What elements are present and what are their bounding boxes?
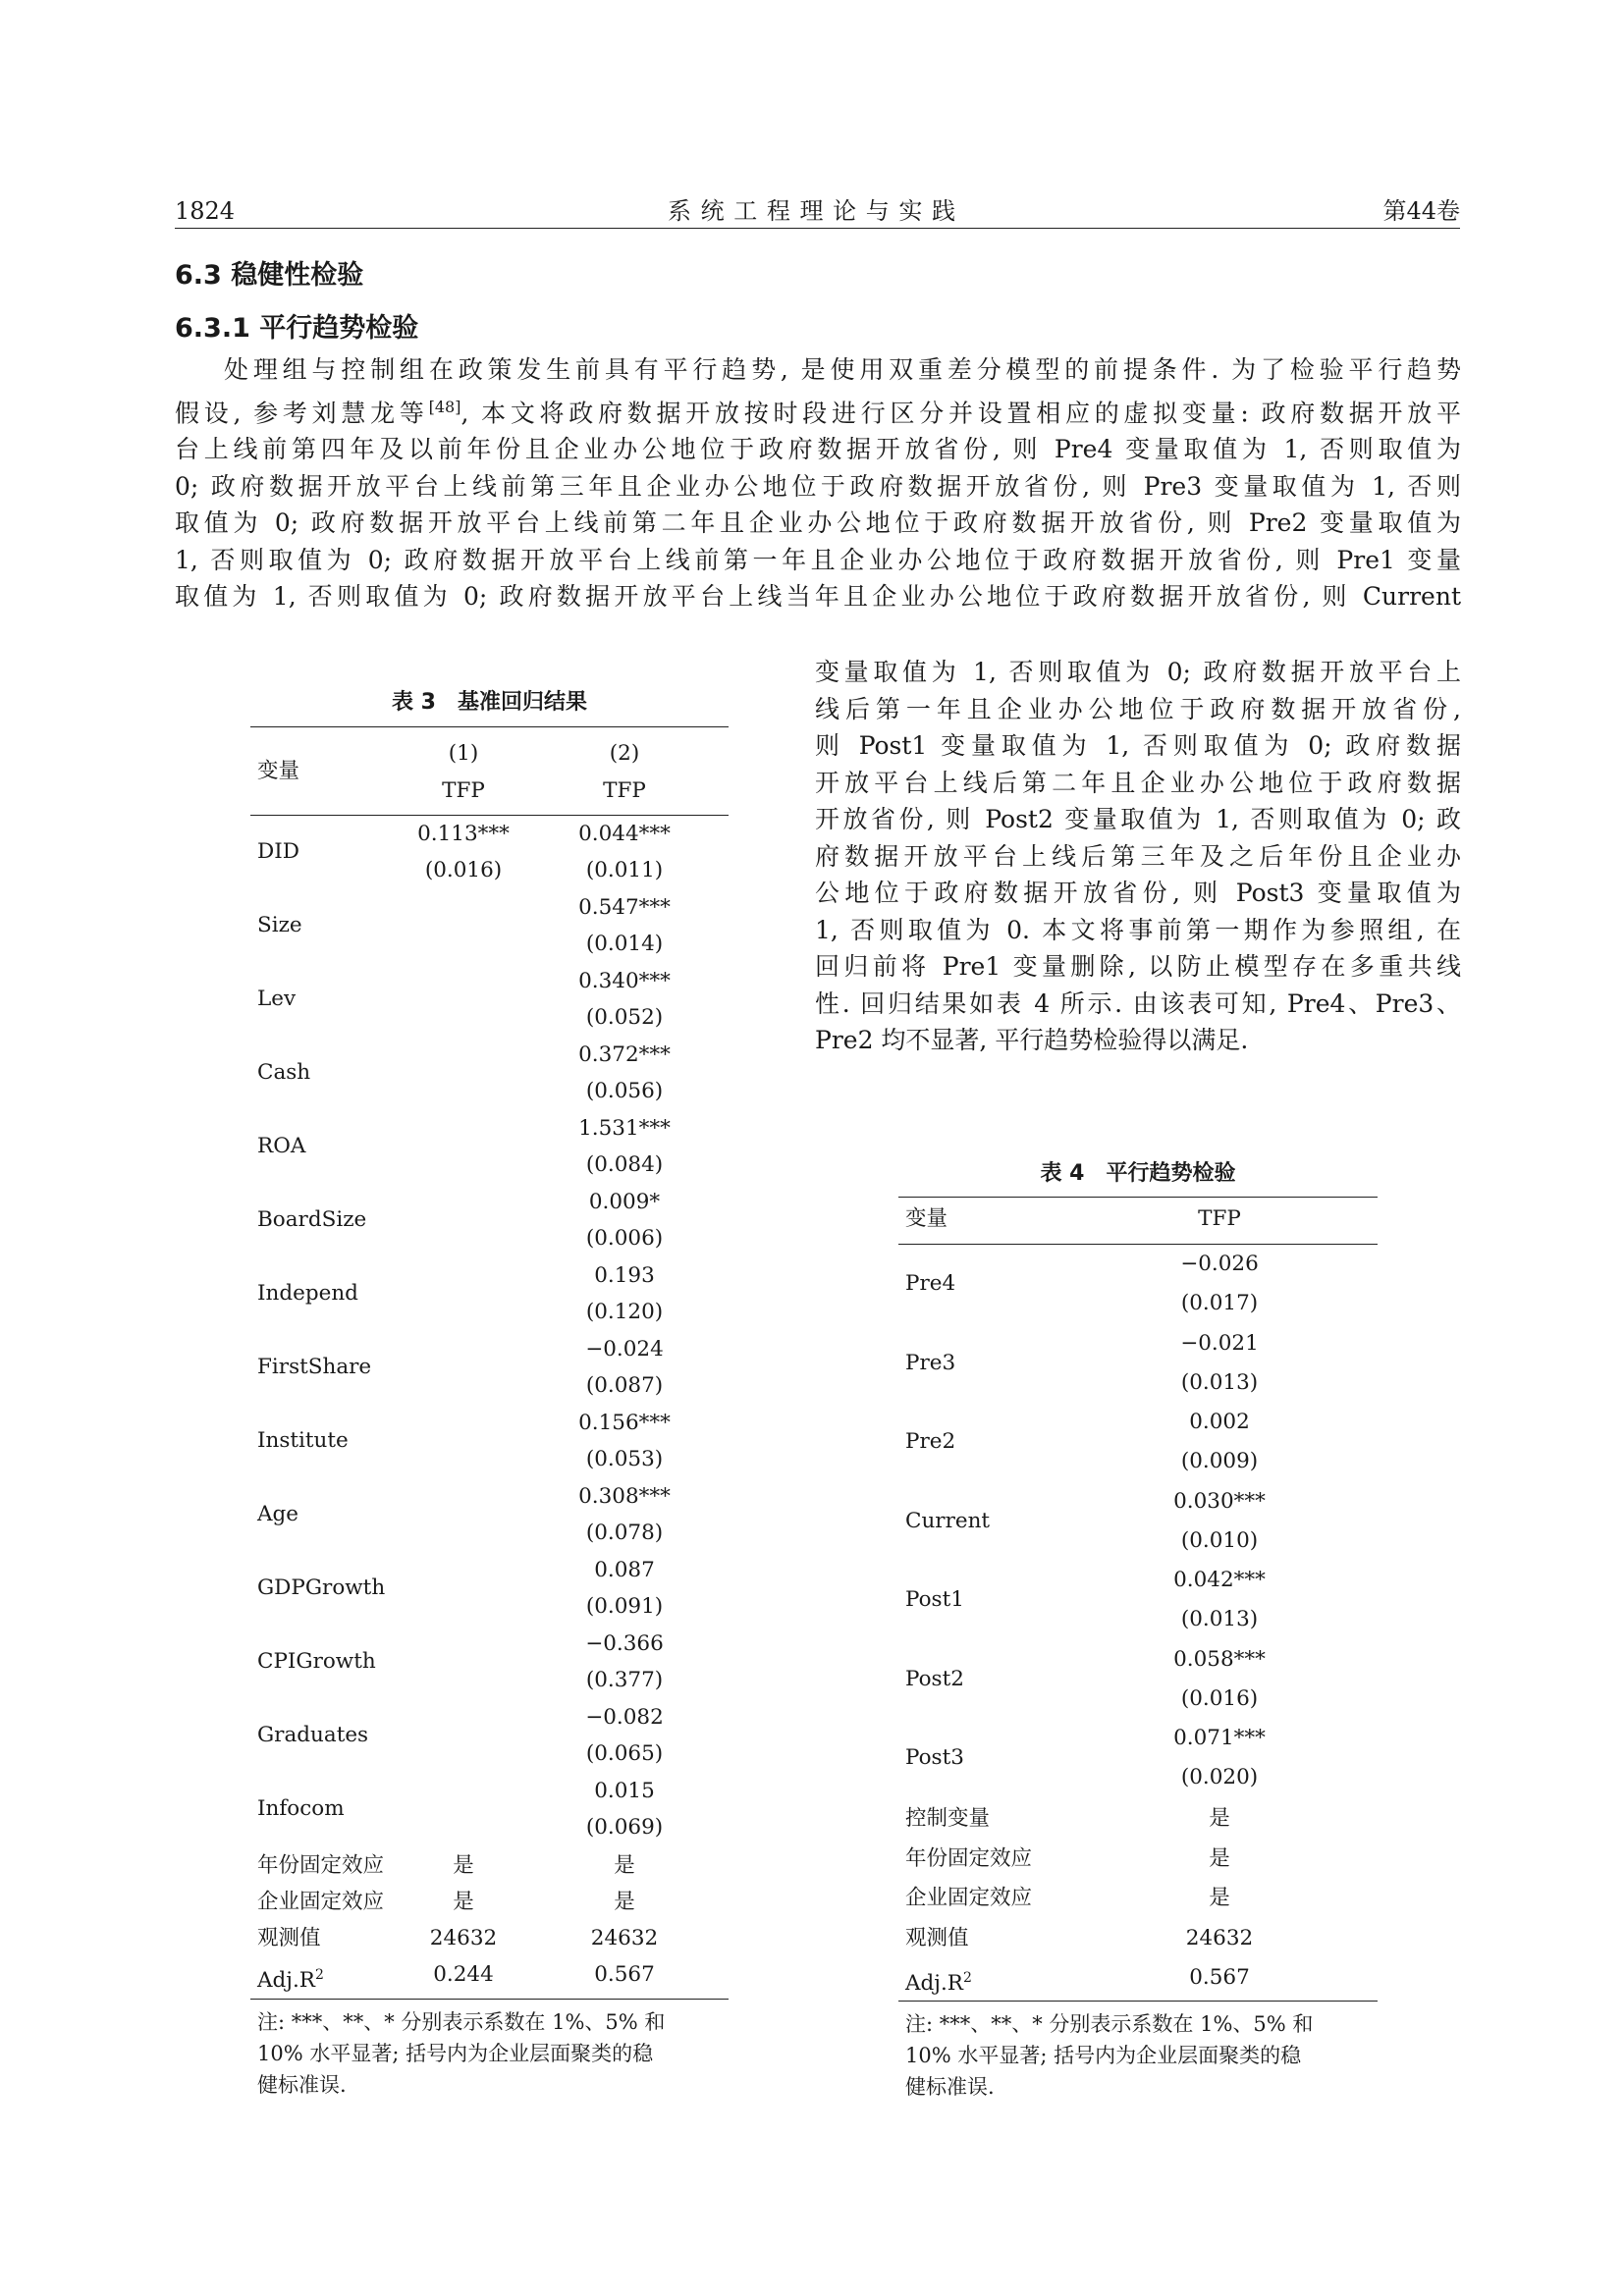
table-4-stat-label-text: 企业固定效应 [905, 1886, 1033, 1910]
table-3-stat-label [257, 1852, 384, 1880]
paragraph-line: 台上线前第四年及以前年份且企业办公地位于政府数据开放省份, 则 Pre4 变量取值为 1, 否则取值为 [175, 435, 1461, 464]
table-4-coef: −0.021 [1180, 1330, 1259, 1356]
table-3-var-label: DID [257, 839, 299, 864]
table-3-var-label: BoardSize [257, 1207, 367, 1232]
table-3-se-col2: (0.120) [585, 1300, 664, 1324]
table-3-var-label: Lev [257, 987, 297, 1011]
table-4-stat-val: 是 [1209, 1806, 1230, 1831]
table-3-stat-col1: 24632 [429, 1926, 498, 1950]
table-4-coef: 0.030*** [1173, 1488, 1266, 1514]
table-3-caption-text: 基准回归结果 [457, 690, 587, 715]
table-4-head-col: TFP [1198, 1206, 1241, 1231]
table-4-coef: 0.058*** [1173, 1646, 1266, 1672]
table-3-head-var: 变量 [257, 759, 300, 783]
table-4-coef: 0.002 [1189, 1410, 1250, 1434]
table-4-stat-val: 是 [1209, 1886, 1230, 1910]
table-3-coef-col2: −0.366 [585, 1631, 664, 1656]
table-4-var-label: Pre4 [905, 1271, 956, 1296]
table-4-note-line: 注: ***、**、* 分别表示系数在 1%、5% 和 [905, 2012, 1314, 2036]
table-4-stat-label-text: 观测值 [905, 1925, 969, 1950]
table-3-var-label: Independ [257, 1281, 358, 1306]
table-3-stat-label-sup: 2 [314, 1967, 324, 1983]
table-3-var-label: Institute [257, 1428, 349, 1453]
table-4-stat-label-text: 控制变量 [905, 1806, 991, 1831]
table-3-col1-name: TFP [442, 778, 485, 803]
table-4-mid-rule [898, 1244, 1378, 1245]
table-4-coef: −0.026 [1180, 1252, 1259, 1276]
table-4-note-line: 健标准误. [905, 2075, 995, 2099]
table-3-se-col2: (0.069) [585, 1815, 664, 1840]
table-3-var-label: Age [257, 1502, 299, 1526]
paragraph-line: 假设, 参考刘慧龙等[48], 本文将政府数据开放按时段进行区分并设置相应的虚拟变量: 政府数据开放平 [175, 397, 1461, 427]
table-3-stat-col2: 是 [614, 1853, 635, 1878]
table-3-mid-rule [250, 815, 729, 816]
table-4-stat-val: 24632 [1185, 1925, 1254, 1950]
table-4-bottom-rule [898, 2001, 1378, 2002]
table-3-coef-col2: 0.009* [588, 1190, 661, 1214]
table-3-coef-col2: 0.193 [594, 1263, 655, 1288]
table-3-caption [250, 689, 729, 717]
paragraph-line: 则 Post1 变量取值为 1, 否则取值为 0; 政府数据 [815, 731, 1461, 760]
table-4-var-label: Post1 [905, 1587, 964, 1612]
table-4-stat-label-text: 年份固定效应 [905, 1845, 1033, 1871]
table-3-stat-label-text: Adj.R [257, 1968, 315, 1994]
table-3-coef-col2: −0.082 [585, 1705, 664, 1730]
table-3-var-label: CPIGrowth [257, 1649, 376, 1674]
paragraph-line: 开放省份, 则 Post2 变量取值为 1, 否则取值为 0; 政 [815, 805, 1461, 833]
table-4-var-label: Pre3 [905, 1350, 956, 1375]
table-3-coef-col2: −0.024 [585, 1337, 664, 1362]
journal-title: 系 统 工 程 理 论 与 实 践 [667, 197, 957, 225]
paragraph-line: 1, 否则取值为 0. 本文将事前第一期作为参照组, 在 [815, 915, 1461, 944]
table-3-coef-col2: 0.156*** [578, 1411, 671, 1435]
table-4-var-label: Post3 [905, 1745, 964, 1770]
page-number: 1824 [175, 197, 236, 225]
table-4-var-label: Pre2 [905, 1429, 956, 1454]
table-3-stat-label-text: 年份固定效应 [257, 1853, 385, 1878]
table-4-caption-number: 表 4 [1040, 1161, 1085, 1186]
paragraph-line: 公地位于政府数据开放省份, 则 Post3 变量取值为 [815, 879, 1461, 907]
citation-ref: [48] [428, 397, 461, 416]
table-3-col1-num: (1) [448, 741, 479, 766]
table-4-stat-label [905, 1925, 969, 1952]
table-3-se-col2: (0.377) [585, 1668, 664, 1692]
table-3-note-line: 健标准误. [257, 2073, 347, 2097]
table-3-se-col2: (0.087) [585, 1373, 664, 1398]
table-4-head-var: 变量 [905, 1206, 948, 1231]
table-3-se-col2: (0.052) [585, 1005, 664, 1030]
table-3-coef-col2: 0.087 [594, 1558, 655, 1582]
table-3-var-label: ROA [257, 1134, 306, 1158]
table-3-coef-col2: 0.340*** [578, 969, 671, 993]
table-3-coef-col2: 0.372*** [578, 1042, 671, 1067]
table-3-se-col2: (0.006) [585, 1226, 664, 1251]
paragraph-line: 府数据开放平台上线后第三年及之后年份且企业办 [815, 841, 1461, 871]
body-paragraph-full [175, 351, 1461, 615]
table-3-se-col2: (0.056) [585, 1079, 664, 1103]
table-3-se-col2: (0.084) [585, 1152, 664, 1177]
paragraph-line: 取值为 0; 政府数据开放平台上线前第二年且企业办公地位于政府数据开放省份, 则 Pre2 变量取值为 [175, 508, 1461, 538]
table-3-se-col2: (0.011) [585, 858, 664, 882]
table-4-se: (0.020) [1180, 1765, 1259, 1789]
table-3-coef-col2: 0.044*** [578, 822, 671, 846]
table-3-stat-col1: 是 [453, 1853, 474, 1878]
table-4-coef: 0.042*** [1173, 1568, 1266, 1592]
table-3-coef-col1: 0.113*** [417, 822, 510, 846]
table-4-var-label: Current [905, 1508, 991, 1533]
table-3-stat-col1: 0.244 [433, 1962, 494, 1987]
table-3-var-label: Size [257, 913, 302, 937]
table-3-se-col1: (0.016) [424, 858, 503, 882]
table-4-stat-val: 是 [1209, 1845, 1230, 1871]
table-4-se: (0.013) [1180, 1369, 1259, 1395]
table-3-stat-label [257, 1889, 384, 1916]
paragraph-line: 0; 政府数据开放平台上线前第三年且企业办公地位于政府数据开放省份, 则 Pre3 变量取值为 1, 否则 [175, 471, 1461, 501]
paragraph-line: 性. 回归结果如表 4 所示. 由该表可知, Pre4、Pre3、 [815, 988, 1461, 1018]
paragraph-line: 开放平台上线后第二年且企业办公地位于政府数据 [815, 768, 1461, 797]
table-4-top-rule [898, 1197, 1378, 1198]
table-4-stat-label [905, 1845, 1032, 1873]
header-rule [175, 228, 1460, 229]
table-3-var-label: Graduates [257, 1723, 369, 1747]
paragraph-line: 取值为 1, 否则取值为 0; 政府数据开放平台上线当年且企业办公地位于政府数据开放省份, 则 Current [175, 582, 1461, 612]
table-3-stat-label [257, 1961, 324, 1995]
table-4-se: (0.010) [1180, 1527, 1259, 1553]
paragraph-line: 回归前将 Pre1 变量删除, 以防止模型存在多重共线 [815, 952, 1461, 981]
table-4-se: (0.016) [1180, 1685, 1259, 1711]
table-3-se-col2: (0.091) [585, 1594, 664, 1619]
table-3-stat-col2: 0.567 [594, 1962, 655, 1987]
table-4-stat-label [905, 1885, 1032, 1912]
table-3-stat-col1: 是 [453, 1890, 474, 1914]
table-3-top-rule [250, 726, 729, 727]
paragraph-line: 处理组与控制组在政策发生前具有平行趋势, 是使用双重差分模型的前提条件. 为了检验平行趋势 [224, 355, 1461, 384]
table-3-caption-number: 表 3 [392, 690, 436, 715]
paragraph-line: 1, 否则取值为 0; 政府数据开放平台上线前第一年且企业办公地位于政府数据开放省份, 则 Pre1 变量 [175, 545, 1461, 574]
section-heading: 6.3 稳健性检验 [175, 260, 364, 291]
table-4-stat-label-text: Adj.R [905, 1971, 963, 1997]
table-4-se: (0.017) [1180, 1291, 1259, 1315]
table-3-var-label: Infocom [257, 1796, 345, 1821]
table-3-stat-col2: 是 [614, 1890, 635, 1914]
table-3-note-line: 注: ***、**、* 分别表示系数在 1%、5% 和 [257, 2010, 666, 2034]
table-3-coef-col2: 0.547*** [578, 895, 671, 920]
table-3-stat-col2: 24632 [590, 1926, 659, 1950]
table-4-note-line: 10% 水平显著; 括号内为企业层面聚类的稳 [905, 2044, 1302, 2067]
body-paragraph-wrap [815, 654, 1461, 1059]
table-3-bottom-rule [250, 1999, 729, 2000]
paragraph-line: 变量取值为 1, 否则取值为 0; 政府数据开放平台上 [815, 658, 1461, 686]
table-3-var-label: FirstShare [257, 1355, 372, 1379]
table-3-var-label: GDPGrowth [257, 1575, 386, 1600]
table-4-stat-label [905, 1805, 990, 1833]
table-3-coef-col2: 0.015 [594, 1779, 655, 1803]
volume-label: 第44卷 [1382, 197, 1460, 225]
table-4-stat-label-sup: 2 [962, 1970, 972, 1986]
paragraph-line: 线后第一年且企业办公地位于政府数据开放省份, [815, 694, 1461, 723]
table-3-col2-name: TFP [603, 778, 646, 803]
table-4-se: (0.013) [1180, 1607, 1259, 1631]
table-4-se: (0.009) [1180, 1449, 1259, 1473]
table-4-var-label: Post2 [905, 1666, 964, 1691]
table-3-col2-num: (2) [609, 741, 640, 766]
table-4-caption-text: 平行趋势检验 [1106, 1161, 1236, 1186]
table-4-stat-val: 0.567 [1189, 1965, 1250, 1990]
table-3-coef-col2: 1.531*** [578, 1116, 671, 1141]
table-3-note-line: 10% 水平显著; 括号内为企业层面聚类的稳 [257, 2042, 654, 2065]
table-3-stat-label [257, 1925, 321, 1952]
table-3-se-col2: (0.065) [585, 1741, 664, 1766]
subsection-heading: 6.3.1 平行趋势检验 [175, 313, 419, 344]
paragraph-line: Pre2 均不显著, 平行趋势检验得以满足. [815, 1026, 1249, 1054]
table-4-coef: 0.071*** [1173, 1726, 1266, 1750]
table-3-se-col2: (0.053) [585, 1447, 664, 1471]
table-3-stat-label-text: 观测值 [257, 1926, 321, 1950]
table-3-coef-col2: 0.308*** [578, 1484, 671, 1509]
table-3-stat-label-text: 企业固定效应 [257, 1890, 385, 1914]
table-3-var-label: Cash [257, 1060, 311, 1085]
table-3-se-col2: (0.078) [585, 1521, 664, 1545]
table-3-se-col2: (0.014) [585, 932, 664, 956]
table-4-caption [898, 1160, 1378, 1188]
table-4-stat-label [905, 1964, 972, 1998]
